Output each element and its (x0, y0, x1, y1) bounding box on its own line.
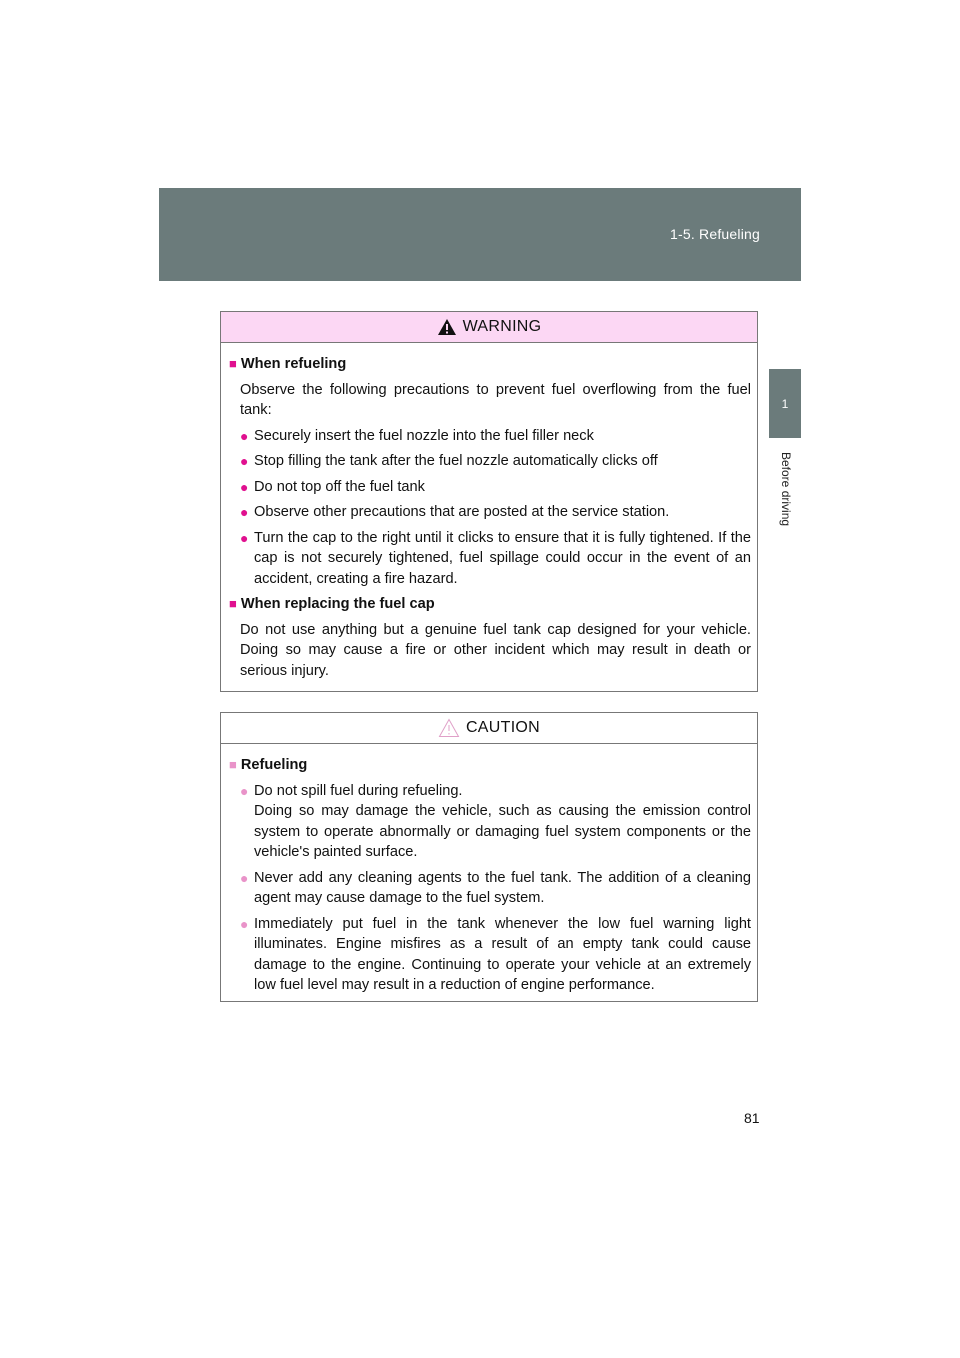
page-number: 81 (744, 1110, 760, 1126)
fuel-cap-text: Do not use anything but a genuine fuel tank cap designed for your vehicle. Doing so may cause a fire or other incident which may result in death or serious injury. (240, 621, 751, 679)
square-bullet-icon: ■ (229, 757, 237, 772)
circle-bullet-icon: ● (240, 427, 249, 444)
circle-bullet-icon: ● (240, 478, 249, 495)
warning-header (221, 312, 757, 343)
chapter-tab (769, 369, 801, 438)
caution-refueling-heading: ■ Refueling (229, 755, 751, 776)
list-item: ● Immediately put fuel in the tank whenever the low fuel warning light illuminates. Engine misfires as a result of an empty tank could cause damage to the engine. Continuing to operate your vehicle at an extremely low fuel level may result in a reduction of engine performance. (240, 915, 751, 993)
caution-header (221, 713, 757, 744)
square-bullet-icon: ■ (229, 356, 237, 371)
list-item: ● Turn the cap to the right until it clicks to ensure that it is fully tightened. If the cap is not securely tightened, fuel spillage could occur in the event of an accident, creating a fire hazard. (240, 529, 751, 587)
warning-title: WARNING (462, 318, 542, 335)
list-item: ● Securely insert the fuel nozzle into the fuel filler neck (240, 426, 751, 447)
caution-box (220, 712, 758, 1002)
warning-triangle-icon (437, 318, 457, 336)
circle-bullet-icon: ● (240, 782, 249, 799)
header-band (159, 188, 801, 281)
list-item: ● Do not spill fuel during refueling. Doing so may damage the vehicle, such as causing the emission control system to operate abnormally or damaging fuel system components or the vehicle's painted surface. (240, 782, 751, 860)
refueling-intro: Observe the following precautions to prevent fuel overflowing from the fuel tank: (240, 381, 751, 418)
circle-bullet-icon: ● (240, 504, 249, 520)
caution-title: CAUTION (465, 719, 541, 736)
list-item: ● Observe other precautions that are posted at the service station. (240, 502, 751, 523)
section-title: 1-5. Refueling (670, 226, 760, 242)
circle-bullet-icon: ● (240, 869, 249, 886)
chapter-label: Before driving (779, 452, 793, 527)
square-bullet-icon: ■ (229, 596, 237, 611)
circle-bullet-icon: ● (240, 453, 249, 469)
list-item: ● Do not top off the fuel tank (240, 477, 751, 498)
circle-bullet-icon: ● (240, 529, 249, 546)
refueling-heading: ■ When refueling (229, 354, 751, 375)
list-item: ● Never add any cleaning agents to the fuel tank. The addition of a cleaning agent may cause damage to the fuel system. (240, 869, 751, 906)
warning-body (221, 343, 757, 681)
chapter-number: 1 (781, 396, 789, 411)
caution-body (221, 744, 757, 996)
circle-bullet-icon: ● (240, 915, 249, 932)
list-item: ● Stop filling the tank after the fuel nozzle automatically clicks off (240, 451, 751, 472)
warning-box (220, 311, 758, 692)
caution-triangle-icon (438, 718, 460, 738)
fuel-cap-heading: ■ When replacing the fuel cap (229, 594, 751, 615)
